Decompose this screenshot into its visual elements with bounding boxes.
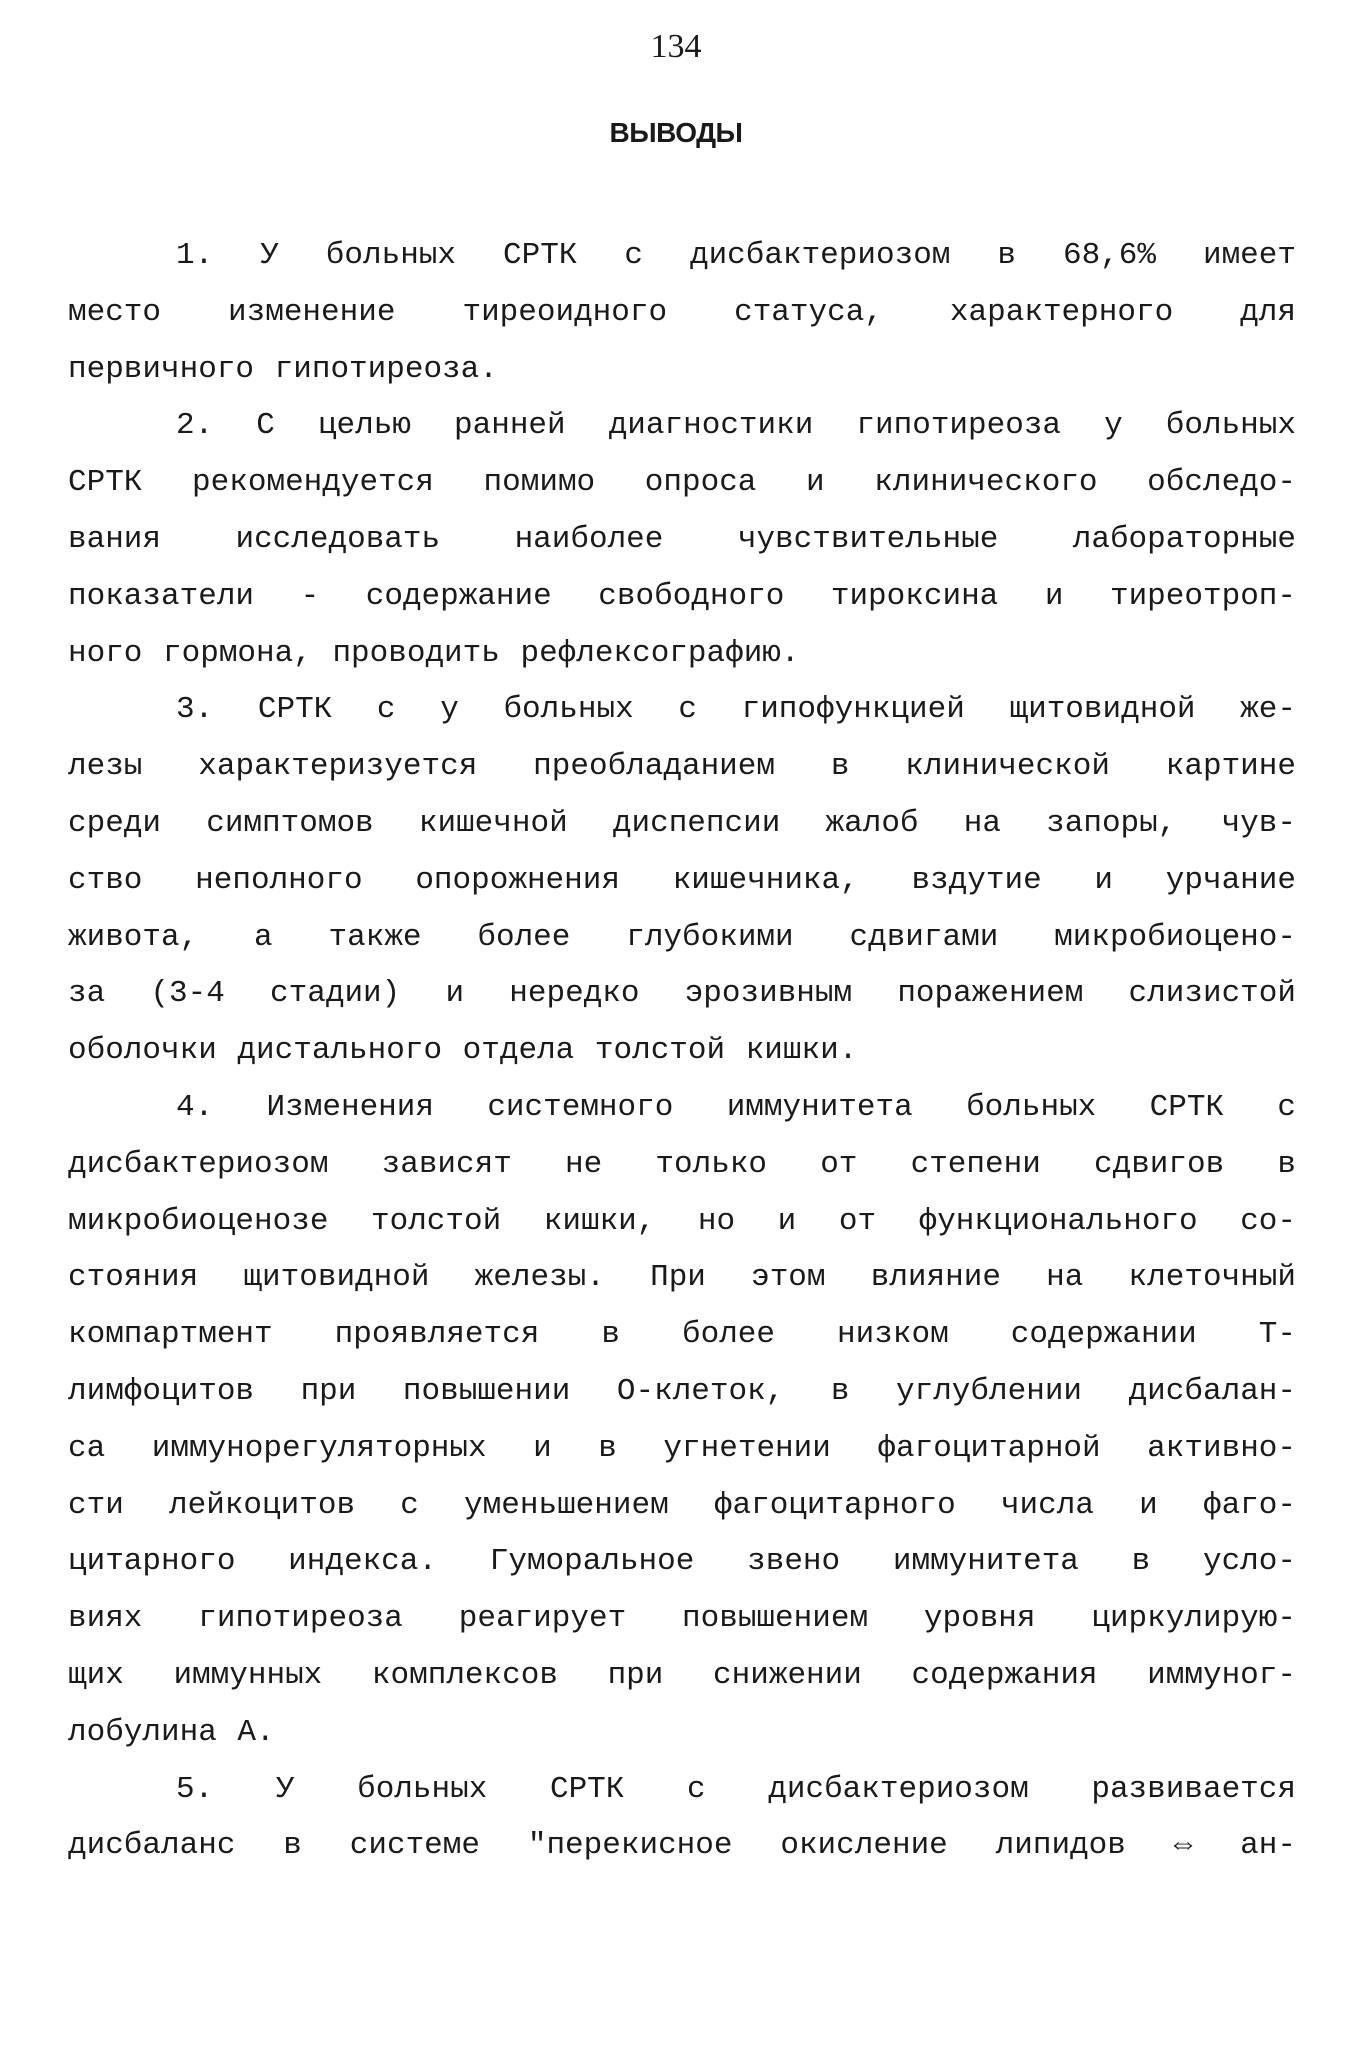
text-line: за (3-4 стадии) и нередко эрозивным поражением слизистой — [68, 976, 1296, 1012]
conclusion-3 — [68, 682, 1296, 1080]
text-line: дисбаланс в системе "перекисное окисление липидов ⇔ ан- — [68, 1828, 1296, 1864]
text-line: са иммунорегуляторных и в угнетении фагоцитарной активно- — [68, 1430, 1296, 1466]
text-line: 5. У больных СРТК с дисбактериозом развивается — [176, 1771, 1296, 1807]
text-line: показатели - содержание свободного тироксина и тиреотроп- — [68, 578, 1296, 614]
text-line: живота, а также более глубокими сдвигами микробиоцено- — [68, 919, 1296, 955]
conclusion-2 — [68, 398, 1296, 682]
conclusion-1 — [68, 228, 1296, 398]
text-line: 3. СРТК с у больных с гипофункцией щитовидной же- — [176, 692, 1296, 728]
section-title: ВЫВОДЫ — [609, 117, 743, 148]
text-line: дисбактериозом зависят не только от степени сдвигов в — [68, 1146, 1296, 1182]
page-number: 134 — [650, 28, 702, 65]
text-line: ство неполного опорожнения кишечника, вздутие и урчание — [68, 862, 1296, 898]
text-line: первичного гипотиреоза. — [68, 351, 498, 387]
text-line: 1. У больных СРТК с дисбактериозом в 68,6% имеет — [176, 238, 1296, 273]
text-line: вания исследовать наиболее чувствительные лабораторные — [68, 521, 1296, 557]
text-line: 2. С целью ранней диагностики гипотиреоза у больных — [176, 408, 1296, 444]
text-line: виях гипотиреоза реагирует повышением уровня циркулирую- — [68, 1601, 1296, 1637]
text-line: оболочки дистального отдела толстой кишки. — [68, 1033, 858, 1069]
text-line: щих иммунных комплексов при снижении содержания иммуног- — [68, 1657, 1296, 1693]
text-line: лезы характеризуется преобладанием в клинической картине — [68, 749, 1296, 785]
text-line: ного гормона, проводить рефлексографию. — [68, 635, 800, 671]
conclusion-5 — [68, 1762, 1296, 1876]
conclusion-4 — [68, 1080, 1296, 1762]
text-line: 4. Изменения системного иммунитета больных СРТК с — [176, 1089, 1296, 1125]
text-line: цитарного индекса. Гуморальное звено иммунитета в усло- — [68, 1544, 1296, 1580]
text-line: микробиоценозе толстой кишки, но и от функционального со- — [68, 1203, 1296, 1239]
text-line: СРТК рекомендуется помимо опроса и клинического обследо- — [68, 465, 1296, 501]
text-line: сти лейкоцитов с уменьшением фагоцитарного числа и фаго- — [68, 1487, 1296, 1523]
text-line: стояния щитовидной железы. При этом влияние на клеточный — [68, 1260, 1296, 1296]
text-line: лобулина А. — [68, 1714, 275, 1750]
text-line: лимфоцитов при повышении О-клеток, в углублении дисбалан- — [68, 1373, 1296, 1409]
text-line: компартмент проявляется в более низком содержании Т- — [68, 1317, 1296, 1353]
text-line: среди симптомов кишечной диспепсии жалоб на запоры, чув- — [68, 805, 1296, 841]
conclusions-body — [68, 228, 1296, 1875]
text-line: место изменение тиреоидного статуса, характерного для — [68, 294, 1296, 330]
